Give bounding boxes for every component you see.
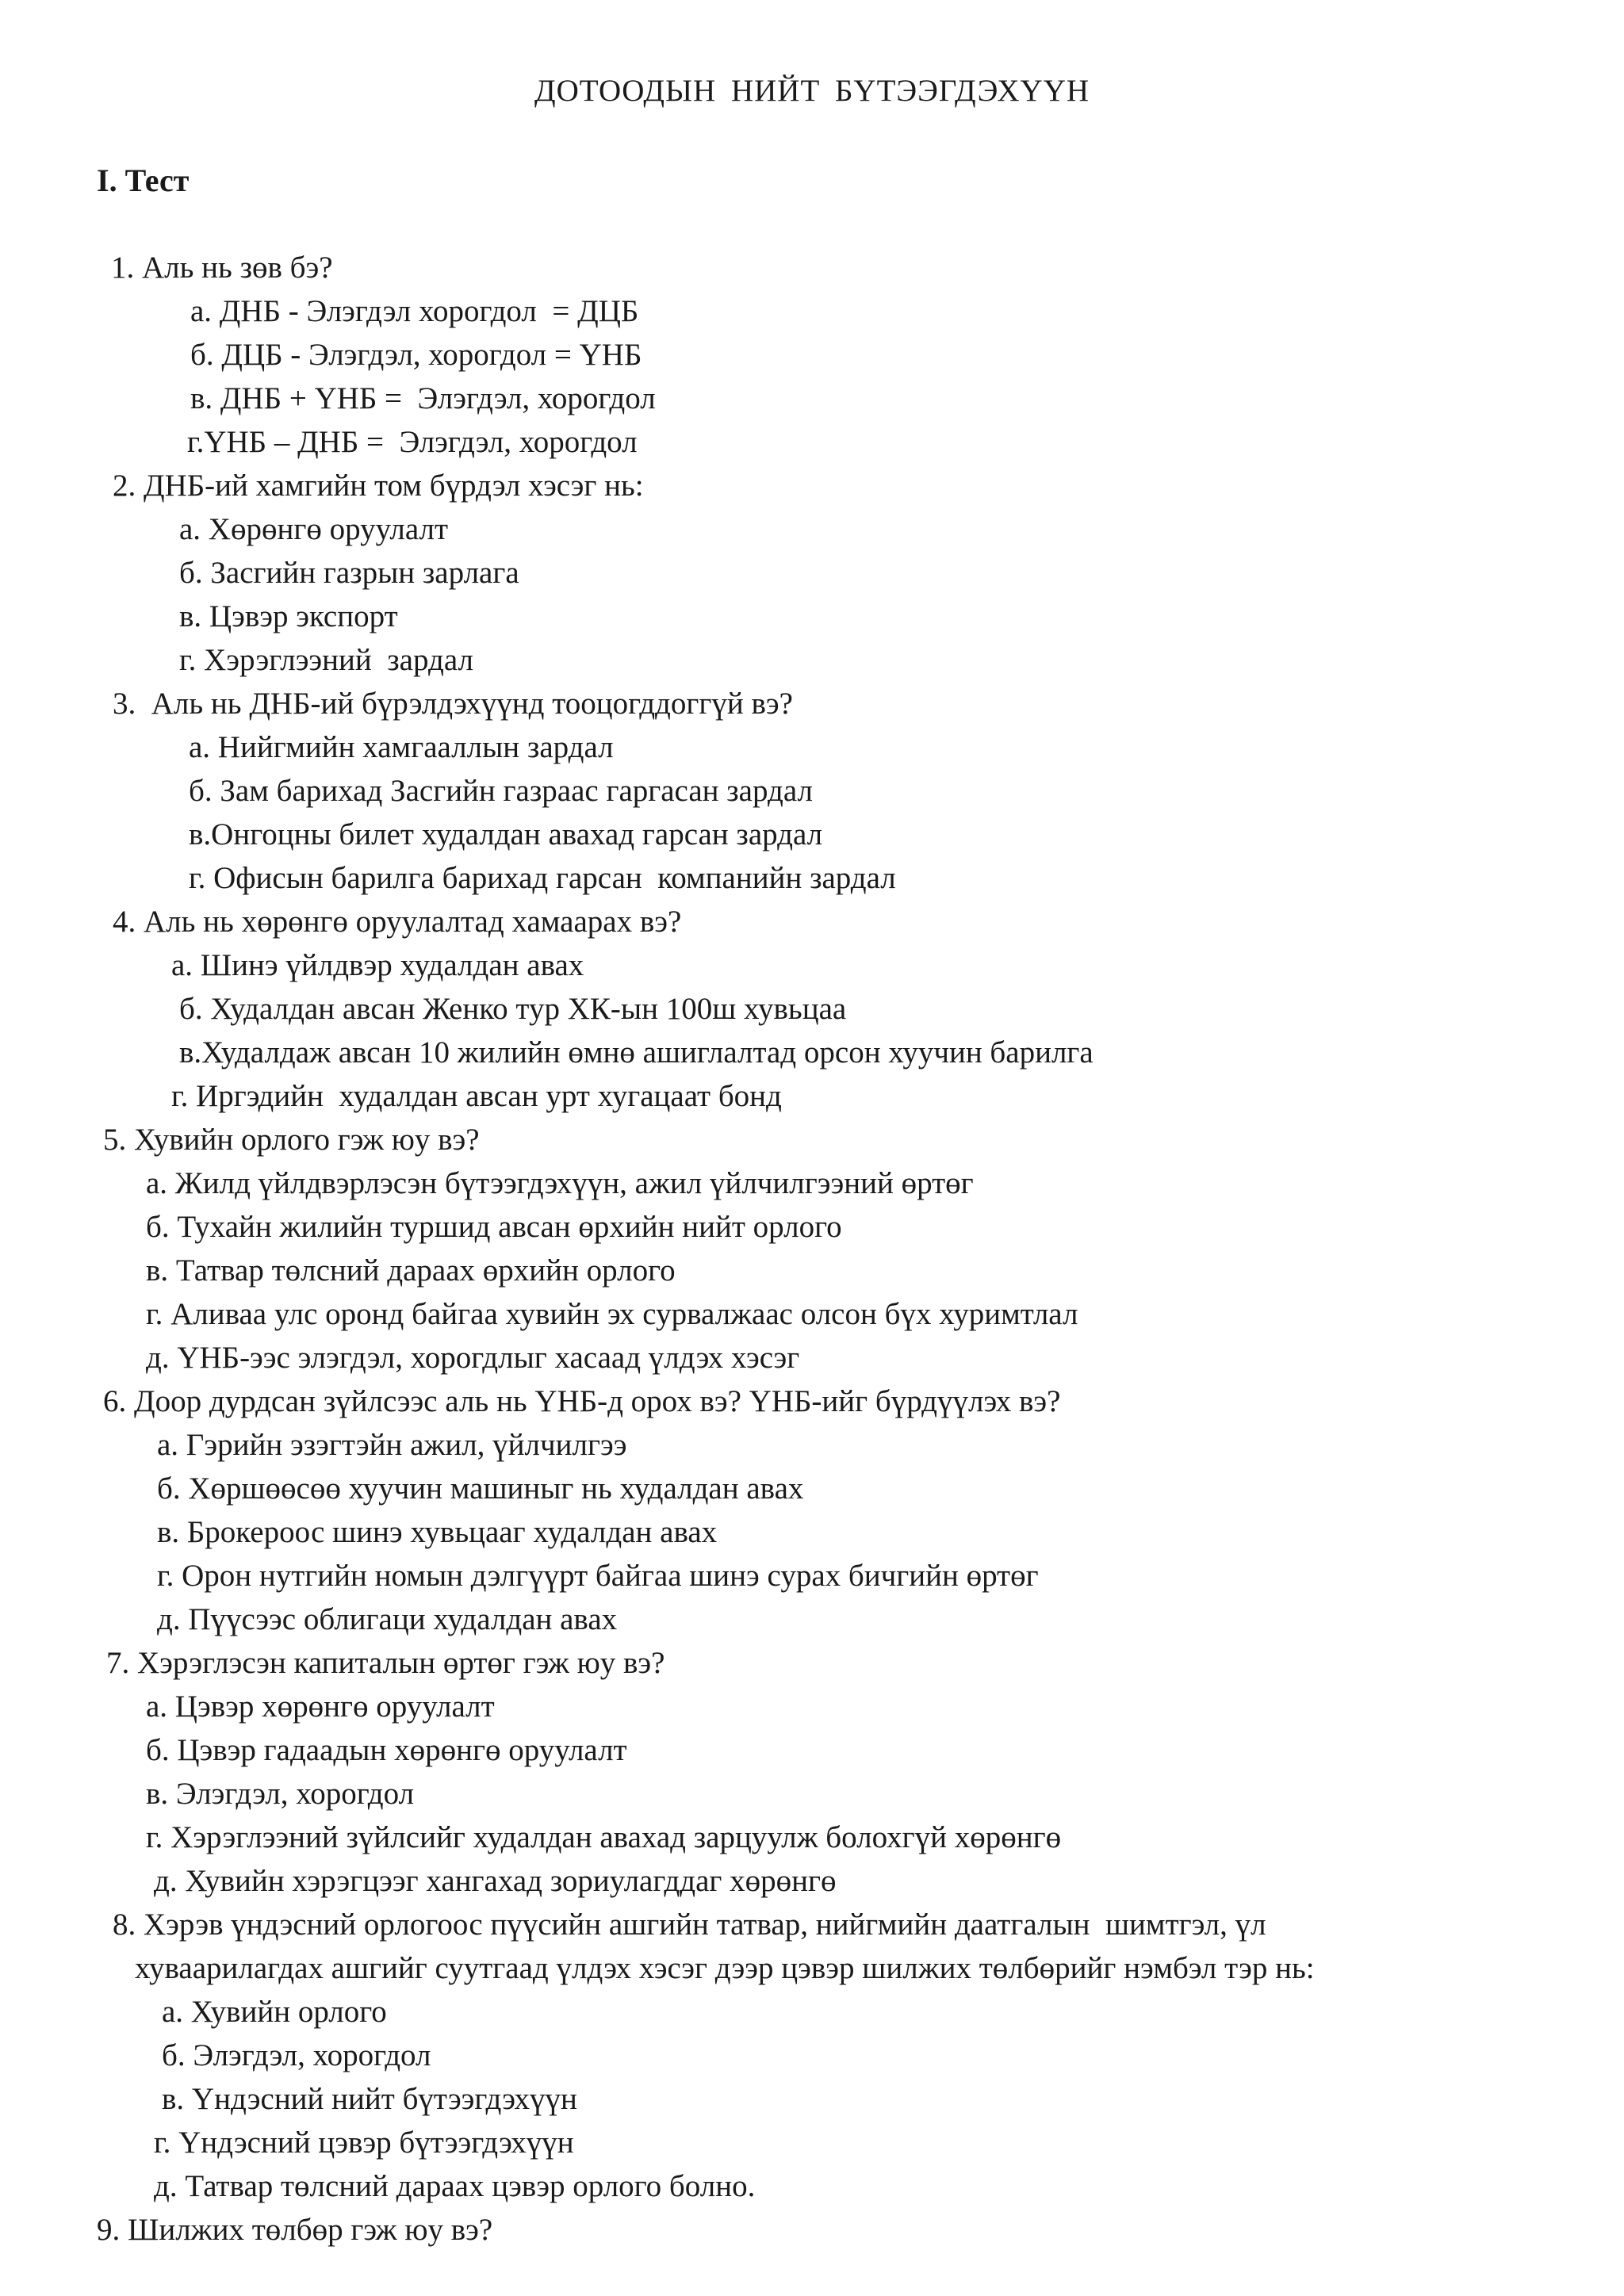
question-8: 8. Хэрэв үндэсний орлогоос пүүсийн ашгийн татвар, нийгмийн даатгалын шимтгэл, үл <box>113 1908 1266 1942</box>
question-1: 1. Аль нь зөв бэ? <box>111 251 333 285</box>
question-5-option-d: г. Аливаа улс оронд байгаа хувийн эх сурвалжаас олсон бүх хуримтлал <box>146 1297 1078 1331</box>
question-6-option-b: б. Хөршөөсөө хуучин машиныг нь худалдан авах <box>157 1471 804 1506</box>
question-7-option-c: в. Элэгдэл, хорогдол <box>146 1777 415 1811</box>
question-7-option-a: а. Цэвэр хөрөнгө оруулалт <box>146 1689 495 1724</box>
question-5-option-a: а. Жилд үйлдвэрлэсэн бүтээгдэхүүн, ажил үйлчилгээний өртөг <box>146 1166 974 1200</box>
question-7-option-b: б. Цэвэр гадаадын хөрөнгө оруулалт <box>146 1733 627 1767</box>
question-6-option-c: в. Брокероос шинэ хувьцааг худалдан авах <box>157 1515 718 1549</box>
question-4-option-d: г. Иргэдийн худалдан авсан урт хугацаат бонд <box>171 1079 782 1113</box>
question-1-option-d: г.ҮНБ – ДНБ = Элэгдэл, хорогдол <box>187 425 638 459</box>
question-4-option-b: б. Худалдан авсан Женко тур ХК-ын 100ш хувьцаа <box>179 992 847 1026</box>
question-2: 2. ДНБ-ий хамгийн том бүрдэл хэсэг нь: <box>113 469 644 503</box>
section-heading: I. Тест <box>97 163 190 198</box>
question-8-option-e: д. Татвар төлсний дараах цэвэр орлого болно. <box>154 2169 756 2203</box>
question-8-option-c: в. Үндэсний нийт бүтээгдэхүүн <box>162 2082 577 2116</box>
question-1-option-a: а. ДНБ - Элэгдэл хорогдол = ДЦБ <box>190 294 639 328</box>
question-6-option-e: д. Пүүсээс облигаци худалдан авах <box>157 1602 618 1636</box>
question-3-option-b: б. Зам барихад Засгийн газраас гаргасан зардал <box>189 774 813 808</box>
question-4: 4. Аль нь хөрөнгө оруулалтад хамаарах вэ? <box>113 905 682 939</box>
question-7: 7. Хэрэглэсэн капиталын өртөг гэж юу вэ? <box>106 1646 665 1680</box>
question-8-continuation: хуваарилагдах ашгийг суутгаад үлдэх хэсэг дээр цэвэр шилжих төлбөрийг нэмбэл тэр нь: <box>135 1951 1315 1985</box>
question-5-option-c: в. Татвар төлсний дараах өрхийн орлого <box>146 1253 676 1288</box>
question-2-option-c: в. Цэвэр экспорт <box>179 599 398 633</box>
question-1-option-c: в. ДНБ + ҮНБ = Элэгдэл, хорогдол <box>190 381 656 415</box>
question-3-option-d: г. Офисын барилга барихад гарсан компанийн зардал <box>189 861 896 895</box>
question-8-option-b: б. Элэгдэл, хорогдол <box>162 2038 431 2072</box>
question-4-option-c: в.Худалдаж авсан 10 жилийн өмнө ашиглалтад орсон хуучин барилга <box>179 1035 1094 1070</box>
page-title: ДОТООДЫН НИЙТ БҮТЭЭГДЭХҮҮН <box>534 74 1090 108</box>
question-2-option-d: г. Хэрэглээний зардал <box>179 643 473 677</box>
question-6: 6. Доор дурдсан зүйлсээс аль нь ҮНБ-д орох вэ? ҮНБ-ийг бүрдүүлэх вэ? <box>103 1384 1061 1418</box>
question-6-option-a: а. Гэрийн эзэгтэйн ажил, үйлчилгээ <box>157 1428 627 1462</box>
question-5-option-e: д. ҮНБ-ээс элэгдэл, хорогдлыг хасаад үлдэх хэсэг <box>146 1341 800 1375</box>
question-3-option-a: а. Нийгмийн хамгааллын зардал <box>189 730 614 764</box>
question-6-option-d: г. Орон нутгийн номын дэлгүүрт байгаа шинэ сурах бичгийн өртөг <box>157 1559 1039 1593</box>
question-5-option-b: б. Тухайн жилийн туршид авсан өрхийн нийт орлого <box>146 1210 842 1244</box>
question-3: 3. Аль нь ДНБ-ий бүрэлдэхүүнд тооцогддоггүй вэ? <box>113 687 793 721</box>
question-4-option-a: а. Шинэ үйлдвэр худалдан авах <box>171 948 584 982</box>
question-5: 5. Хувийн орлого гэж юу вэ? <box>103 1123 480 1157</box>
question-9: 9. Шилжих төлбөр гэж юу вэ? <box>97 2213 493 2247</box>
question-7-option-d: г. Хэрэглээний зүйлсийг худалдан авахад зарцуулж болохгүй хөрөнгө <box>146 1820 1062 1854</box>
question-8-option-a: а. Хувийн орлого <box>162 1995 387 2029</box>
question-8-option-d: г. Үндэсний цэвэр бүтээгдэхүүн <box>154 2126 574 2160</box>
question-3-option-c: в.Онгоцны билет худалдан авахад гарсан зардал <box>189 817 823 851</box>
question-1-option-b: б. ДЦБ - Элэгдэл, хорогдол = ҮНБ <box>190 338 642 372</box>
question-2-option-b: б. Засгийн газрын зарлага <box>179 556 519 590</box>
question-7-option-e: д. Хувийн хэрэгцээг хангахад зориулагддаг хөрөнгө <box>154 1864 837 1898</box>
question-2-option-a: а. Хөрөнгө оруулалт <box>179 512 448 546</box>
